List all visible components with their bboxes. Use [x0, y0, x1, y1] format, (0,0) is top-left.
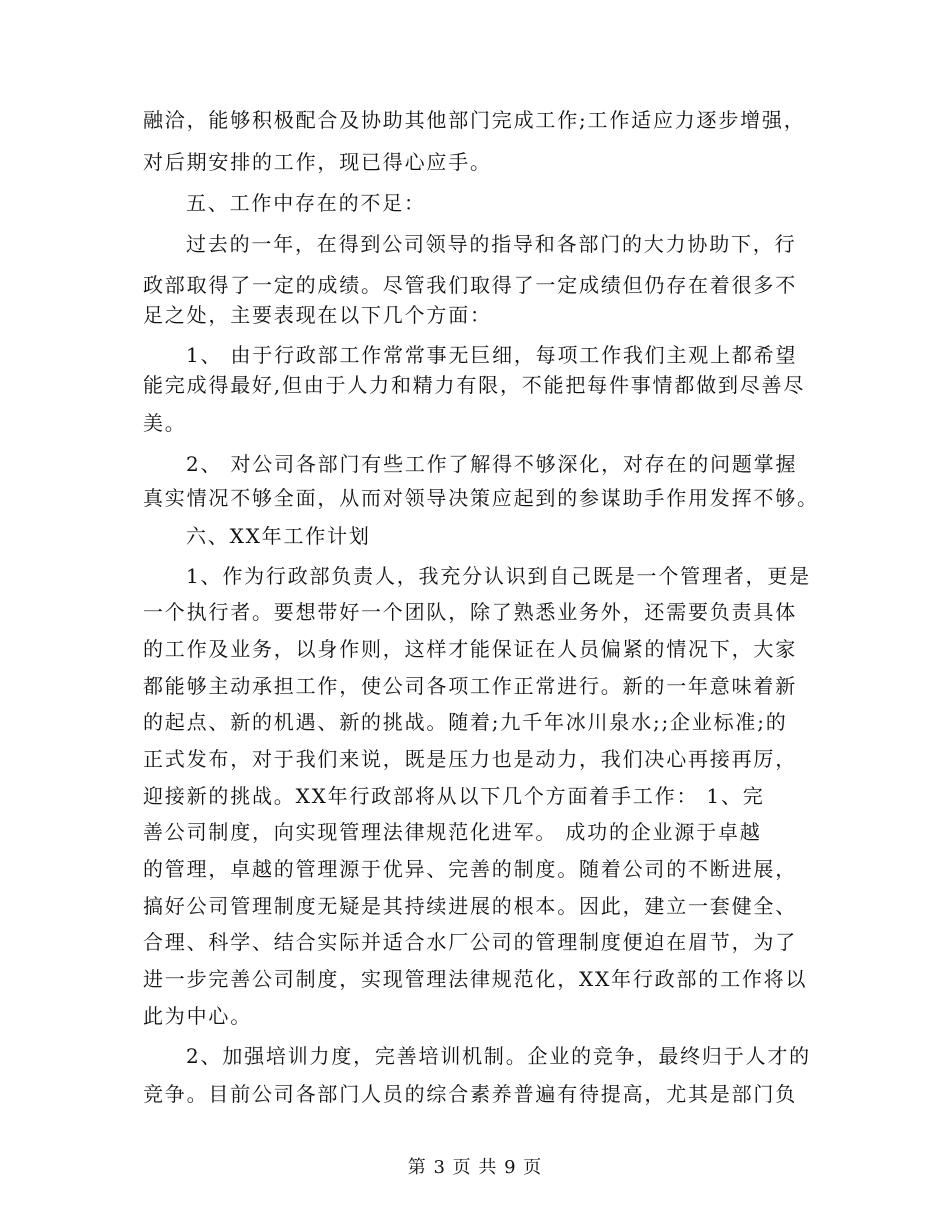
- text-line: 一个执行者。要想带好一个团队，除了熟悉业务外，还需要负责具体: [143, 600, 797, 624]
- text-line: 对后期安排的工作，现已得心应手。: [143, 150, 492, 174]
- text-line: 的起点、新的机遇、新的挑战。随着;九千年冰川泉水;;企业标准;的: [143, 710, 788, 734]
- text-line: 美。: [143, 411, 187, 435]
- text-line: 正式发布，对于我们来说，既是压力也是动力，我们决心再接再厉，: [143, 747, 797, 771]
- section-heading: 六、XX年工作计划: [186, 524, 371, 548]
- text-line: 迎接新的挑战。XX年行政部将从以下几个方面着手工作： 1、完: [143, 784, 765, 808]
- text-line: 政部取得了一定的成绩。尽管我们取得了一定成绩但仍存在着很多不: [143, 273, 797, 297]
- text-line: 进一步完善公司制度，实现管理法律规范化，XX年行政部的工作将以: [143, 967, 808, 991]
- page-number-footer: 第 3 页 共 9 页: [407, 1157, 543, 1178]
- text-line: 真实情况不够全面，从而对领导决策应起到的参谋助手作用发挥不够。: [143, 486, 819, 510]
- text-line: 1、作为行政部负责人，我充分认识到自己既是一个管理者，更是: [186, 564, 811, 588]
- text-line: 的管理，卓越的管理源于优异、完善的制度。随着公司的不断进展，: [143, 857, 797, 881]
- text-line: 足之处，主要表现在以下几个方面：: [143, 303, 492, 327]
- text-line: 善公司制度，向实现管理法律规范化进军。 成功的企业源于卓越: [143, 820, 762, 844]
- text-line: 能完成得最好,但由于人力和精力有限，不能把每件事情都做到尽善尽: [143, 373, 806, 397]
- text-line: 合理、科学、结合实际并适合水厂公司的管理制度便迫在眉节，为了: [143, 930, 797, 954]
- text-line: 融洽，能够积极配合及协助其他部门完成工作;工作适应力逐步增强，: [143, 108, 806, 132]
- text-line: 竞争。目前公司各部门人员的综合素养普遍有待提高，尤其是部门负: [143, 1082, 797, 1106]
- text-line: 2、加强培训力度，完善培训机制。企业的竞争，最终归于人才的: [186, 1044, 811, 1068]
- text-line: 都能够主动承担工作，使公司各项工作正常进行。新的一年意味着新: [143, 674, 797, 698]
- section-heading: 五、工作中存在的不足：: [186, 191, 426, 215]
- text-line: 此为中心。: [143, 1004, 252, 1028]
- text-line: 1、 由于行政部工作常常事无巨细，每项工作我们主观上都希望: [186, 343, 798, 367]
- text-line: 过去的一年，在得到公司领导的指导和各部门的大力协助下，行: [186, 232, 797, 256]
- text-line: 的工作及业务，以身作则，这样才能保证在人员偏紧的情况下，大家: [143, 637, 797, 661]
- text-line: 搞好公司管理制度无疑是其持续进展的根本。因此，建立一套健全、: [143, 894, 797, 918]
- text-line: 2、 对公司各部门有些工作了解得不够深化，对存在的问题掌握: [186, 452, 798, 476]
